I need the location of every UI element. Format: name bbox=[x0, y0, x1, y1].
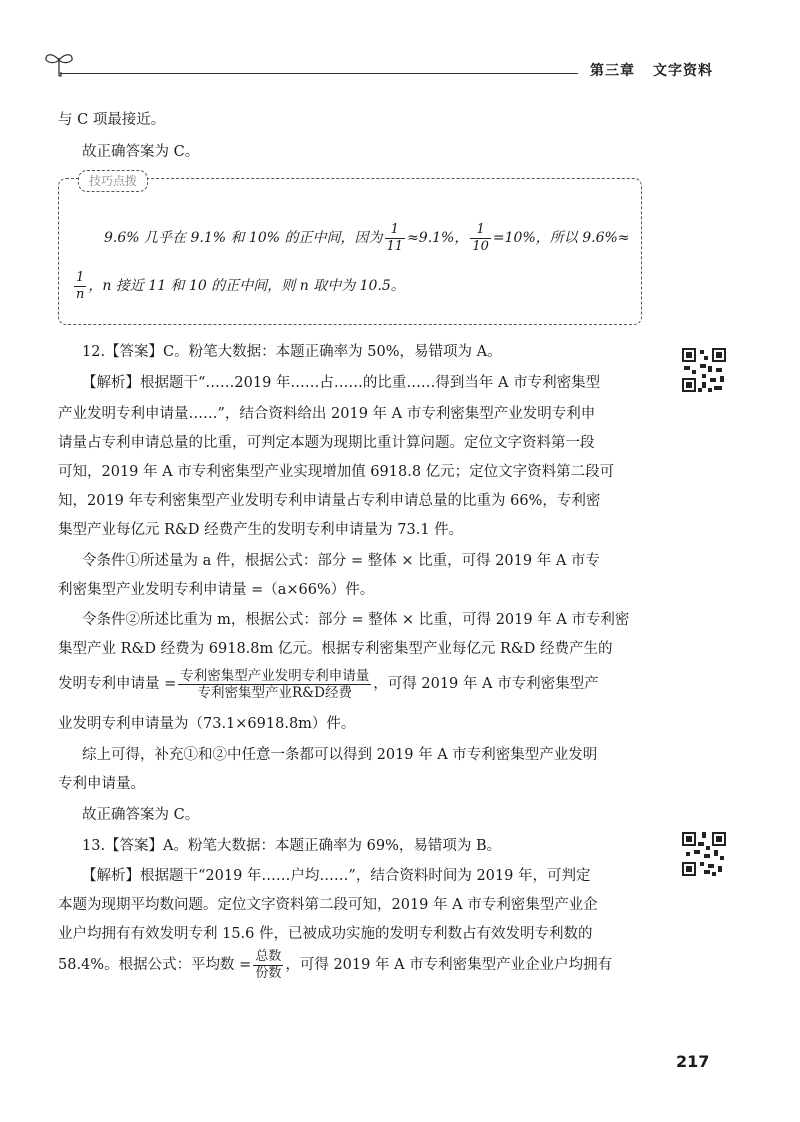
q12-summary: 专利申请量。 bbox=[58, 776, 145, 792]
q12-conclusion: 故正确答案为 C。 bbox=[82, 807, 200, 823]
chapter-number: 第三章 bbox=[590, 63, 635, 79]
formula-fraction: $\frac{\text{总数}}{\text{份数}}$ bbox=[255, 948, 282, 981]
qr-code-icon[interactable] bbox=[680, 830, 728, 878]
chapter-title: 文字资料 bbox=[653, 63, 713, 79]
q13-analysis-line: 【解析】根据题干“2019 年……户均……”，结合资料时间为 2019 年，可判定 bbox=[82, 868, 591, 884]
qr-code-icon[interactable] bbox=[680, 346, 728, 394]
text-line: 与 C 项最接近。 bbox=[58, 112, 166, 128]
q12-answer: 12.【答案】C。粉笔大数据：本题正确率为 50%，易错项为 A。 bbox=[82, 344, 502, 360]
fraction-1-11: $\frac{1}{11}$ bbox=[386, 221, 404, 254]
tip-text: 9.6% 几乎在 9.1% 和 10% 的正中间，因为 bbox=[104, 230, 383, 246]
tip-line-2 bbox=[72, 266, 405, 306]
q13-formula-line bbox=[58, 945, 612, 985]
q12-analysis-line: 知，2019 年专利密集型产业发明专利申请量占专利申请总量的比重为 66%，专利密 bbox=[58, 493, 601, 509]
q12-condition-1: 令条件①所述量为 a 件，根据公式：部分 = 整体 × 比重，可得 2019 年 A 市专 bbox=[82, 553, 600, 569]
q12-formula-line bbox=[58, 664, 599, 704]
tip-line-1 bbox=[104, 218, 630, 258]
q12-analysis-line: 【解析】根据题干“……2019 年……占……的比重……得到当年 A 市专利密集型 bbox=[82, 375, 601, 391]
formula-fraction: $\frac{\text{专利密集型产业发明专利申请量}}{\text{专利密集型产业R\&D经费}}$ bbox=[180, 667, 370, 701]
q12-analysis-line: 请量占专利申请总量的比重，可判定本题为现期比重计算问题。定位文字资料第一段 bbox=[58, 435, 595, 451]
q13-analysis-line: 本题为现期平均数问题。定位文字资料第二段可知，2019 年 A 市专利密集型产业企 bbox=[58, 897, 598, 913]
q12-analysis-line: 可知，2019 年 A 市专利密集型产业实现增加值 6918.8 亿元；定位文字资料第二段可 bbox=[58, 464, 615, 480]
text-line: 故正确答案为 C。 bbox=[82, 144, 200, 160]
page-number: 217 bbox=[676, 1052, 710, 1071]
q12-analysis-line: 产业发明专利申请量……”，结合资料给出 2019 年 A 市专利密集型产业发明专利申 bbox=[58, 406, 596, 422]
q12-summary: 综上可得，补充①和②中任意一条都可以得到 2019 年 A 市专利密集型产业发明 bbox=[82, 747, 598, 763]
q12-condition-1: 利密集型产业发明专利申请量 =（a×66%）件。 bbox=[58, 582, 375, 598]
tip-text: ≈9.1%， bbox=[407, 230, 469, 246]
q13-answer: 13.【答案】A。粉笔大数据：本题正确率为 69%，易错项为 B。 bbox=[82, 838, 502, 854]
formula-text: ，可得 2019 年 A 市专利密集型产 bbox=[373, 676, 599, 692]
tip-badge: 技巧点拨 bbox=[78, 170, 148, 192]
q12-condition-2: 业发明专利申请量为（73.1×6918.8m）件。 bbox=[58, 716, 356, 732]
fraction-1-10: $\frac{1}{10}$ bbox=[472, 221, 489, 254]
chapter-header bbox=[590, 60, 713, 80]
fraction-1-n: $\frac{1}{n}$ bbox=[76, 269, 85, 302]
tip-text: =10%，所以 9.6%≈ bbox=[492, 230, 630, 246]
q12-condition-2: 令条件②所述比重为 m，根据公式：部分 = 整体 × 比重，可得 2019 年 A 市专利密 bbox=[82, 612, 630, 628]
formula-text: 58.4%。根据公式：平均数 = bbox=[58, 957, 252, 973]
tip-text: ，n 接近 11 和 10 的正中间，则 n 取中为 10.5。 bbox=[88, 278, 405, 294]
q13-analysis-line: 业户均拥有有效发明专利 15.6 件，已被成功实施的发明专利数占有效发明专利数的 bbox=[58, 926, 593, 942]
formula-text: 发明专利申请量 = bbox=[58, 676, 177, 692]
formula-text: ，可得 2019 年 A 市专利密集型产业企业户均拥有 bbox=[285, 957, 613, 973]
q12-analysis-line: 集型产业每亿元 R&D 经费产生的发明专利申请量为 73.1 件。 bbox=[58, 522, 464, 538]
header-rule bbox=[60, 73, 578, 74]
q12-condition-2: 集型产业 R&D 经费为 6918.8m 亿元。根据专利密集型产业每亿元 R&D 经费产生的 bbox=[58, 641, 613, 657]
